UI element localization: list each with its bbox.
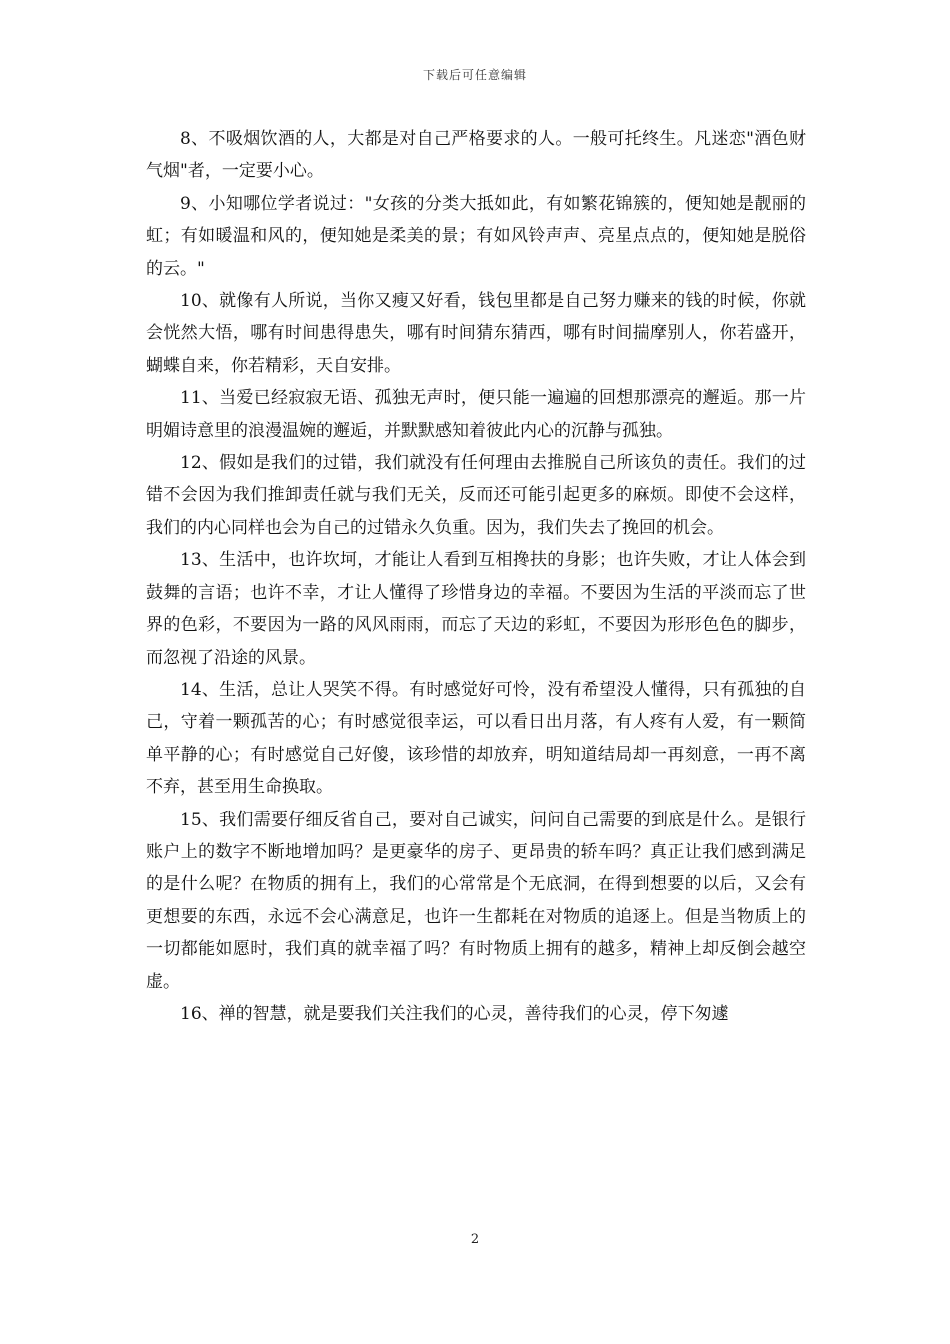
paragraph-12: 12、假如是我们的过错，我们就没有任何理由去推脱自己所该负的责任。我们的过错不会因为我们推卸责任就与我们无关，反而还可能引起更多的麻烦。即使不会这样，我们的内心同样也会为自己的过错永久负重。因为，我们失去了挽回的机会。	[146, 453, 806, 538]
page-number: 2	[470, 1232, 480, 1247]
document-body	[146, 123, 806, 1030]
paragraph-9: 9、小知哪位学者说过："女孩的分类大抵如此，有如繁花锦簇的，便知她是靓丽的虹；有如暖温和风的，便知她是柔美的景；有如风铃声声、亮星点点的，便知她是脱俗的云。"	[146, 193, 806, 279]
paragraph-16: 16、禅的智慧，就是要我们关注我们的心灵，善待我们的心灵，停下匆遽	[180, 1003, 729, 1024]
paragraph-15: 15、我们需要仔细反省自己，要对自己诚实，问问自己需要的到底是什么。是银行账户上的数字不断地增加吗？是更豪华的房子、更昂贵的轿车吗？真正让我们感到满足的是什么呢？在物质的拥有上，我们的心常常是个无底洞，在得到想要的以后，又会有更想要的东西，永远不会心满意足，也许一生都耗在对物质的追逐上。但是当物质上的一切都能如愿时，我们真的就幸福了吗？有时物质上拥有的越多，精神上却反倒会越空虚。	[146, 809, 806, 992]
page-header: 下载后可任意编辑	[422, 68, 527, 82]
paragraph-13: 13、生活中，也许坎坷，才能让人看到互相搀扶的身影；也许失败，才让人体会到鼓舞的言语；也许不幸，才让人懂得了珍惜身边的幸福。不要因为生活的平淡而忘了世界的色彩，不要因为一路的风风雨雨，而忘了天边的彩虹，不要因为形形色色的脚步，而忽视了沿途的风景。	[146, 550, 806, 668]
paragraph-10: 10、就像有人所说，当你又瘦又好看，钱包里都是自己努力赚来的钱的时候，你就会恍然大悟，哪有时间患得患失，哪有时间猜东猜西，哪有时间揣摩别人，你若盛开，蝴蝶自来，你若精彩，天自安排。	[146, 291, 806, 376]
paragraph-14: 14、生活，总让人哭笑不得。有时感觉好可怜，没有希望没人懂得，只有孤独的自己，守着一颗孤苦的心；有时感觉很幸运，可以看日出月落，有人疼有人爱，有一颗简单平静的心；有时感觉自己好傻，该珍惜的却放弃，明知道结局却一再刻意，一再不离不弃，甚至用生命换取。	[146, 679, 806, 798]
paragraph-8: 8、不吸烟饮酒的人，大都是对自己严格要求的人。一般可托终生。凡迷恋"酒色财气烟"者，一定要小心。	[146, 129, 806, 182]
paragraph-11: 11、当爱已经寂寂无语、孤独无声时，便只能一遍遍的回想那漂亮的邂逅。那一片明媚诗意里的浪漫温婉的邂逅，并默默感知着彼此内心的沉静与孤独。	[146, 388, 806, 441]
